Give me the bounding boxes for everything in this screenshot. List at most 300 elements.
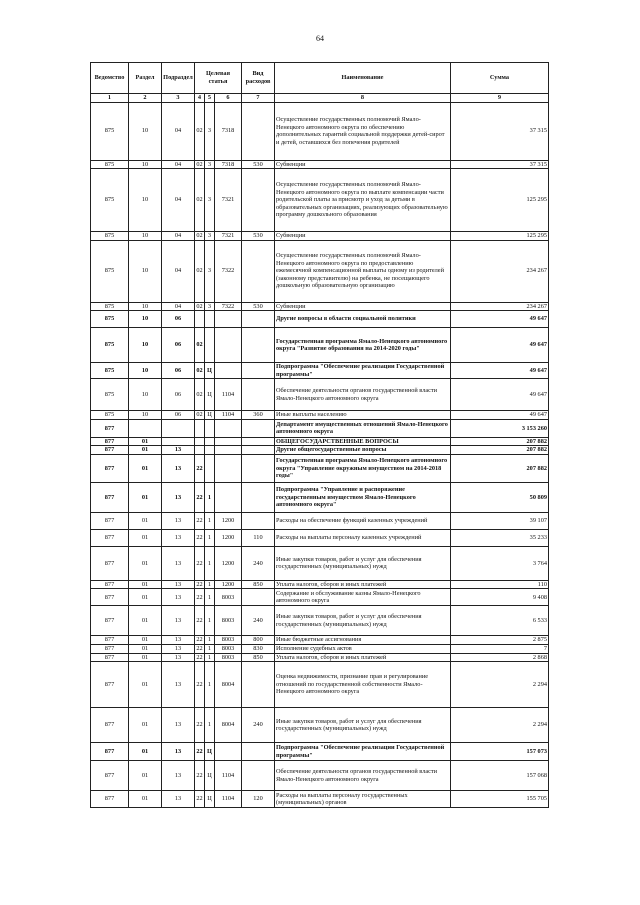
cell-vedomstvo: 877	[91, 645, 129, 654]
cell-summa: 125 295	[451, 232, 549, 241]
cell-direction: 1200	[215, 546, 242, 580]
cell-subprogram: 3	[205, 169, 215, 232]
cell-vedomstvo: 877	[91, 662, 129, 708]
cell-direction: 8003	[215, 645, 242, 654]
cell-subprogram: 1	[205, 636, 215, 645]
cell-naimenovanie: Субвенции	[275, 232, 451, 241]
cell-subprogram: 1	[205, 645, 215, 654]
table-row	[91, 419, 549, 437]
cell-razdel: 01	[129, 546, 162, 580]
header-summa: Сумма	[451, 63, 549, 94]
cell-summa: 157 068	[451, 761, 549, 791]
cell-direction: 1104	[215, 379, 242, 411]
table-row	[91, 328, 549, 363]
cell-summa: 2 294	[451, 662, 549, 708]
header-vedomstvo: Ведомство	[91, 63, 129, 94]
cell-vid-rashodov	[242, 446, 275, 455]
table-row	[91, 437, 549, 446]
cell-vid-rashodov	[242, 419, 275, 437]
cell-vid-rashodov: 830	[242, 645, 275, 654]
cell-subprogram: 1	[205, 589, 215, 606]
cell-program: 22	[196, 645, 203, 653]
cell-vid-rashodov: 240	[242, 708, 275, 743]
cell-podrazdel: 13	[162, 662, 195, 708]
cell-direction	[215, 454, 242, 482]
cell-naimenovanie: Государственная программа Ямало-Ненецкого автономного округа "Управление окружным имуществом на 2014-2018 годы"	[275, 454, 451, 482]
cell-razdel: 01	[129, 512, 162, 529]
cell-program: 22	[195, 589, 205, 606]
cell-program: 02	[195, 379, 205, 411]
cell-program: 02	[196, 160, 203, 168]
budget-table	[90, 62, 549, 808]
cell-subprogram: Ц	[205, 379, 215, 411]
cell-podrazdel: 06	[162, 328, 195, 363]
cell-summa: 234 267	[451, 302, 549, 311]
cell-subprogram: 3	[205, 160, 215, 169]
cell-subprogram	[205, 446, 215, 455]
cell-razdel: 01	[129, 437, 162, 446]
cell-naimenovanie: Осуществление государственных полномочий Ямало-Ненецкого автономного округа по обеспечению дополнительных гарантий социальной поддержки детей-сирот и детей, оставшихся без попечения родителей	[275, 102, 451, 160]
cell-program	[195, 437, 205, 446]
cell-program: 02	[196, 302, 203, 310]
cell-summa: 9 408	[451, 589, 549, 606]
cell-vid-rashodov: 850	[242, 580, 275, 589]
table-row	[91, 240, 549, 302]
cell-direction: 7318	[215, 102, 242, 160]
cell-vedomstvo: 877	[91, 653, 129, 662]
table-row	[91, 411, 549, 420]
cell-podrazdel: 06	[162, 379, 195, 411]
cell-vid-rashodov: 240	[242, 546, 275, 580]
cell-subprogram: 3	[205, 232, 215, 241]
cell-vid-rashodov	[242, 662, 275, 708]
cell-naimenovanie: Субвенции	[275, 160, 451, 169]
cell-razdel	[129, 419, 162, 437]
cell-program: 02	[196, 411, 203, 419]
cell-razdel: 10	[129, 379, 162, 411]
cell-podrazdel: 06	[162, 411, 195, 420]
cell-subprogram	[205, 311, 215, 328]
cell-vid-rashodov	[242, 240, 275, 302]
cell-podrazdel: 13	[162, 546, 195, 580]
col-number: 2	[129, 94, 162, 103]
table-row	[91, 446, 549, 455]
cell-summa: 49 647	[451, 311, 549, 328]
cell-vid-rashodov: 120	[242, 791, 275, 808]
cell-naimenovanie: Департамент имущественных отношений Ямало-Ненецкого автономного округа	[275, 419, 451, 437]
cell-direction: 7321	[215, 169, 242, 232]
cell-vid-rashodov	[242, 482, 275, 512]
cell-program: 22	[195, 529, 205, 546]
cell-direction	[215, 363, 242, 379]
col-number: 7	[242, 94, 275, 103]
cell-podrazdel: 06	[162, 363, 195, 379]
cell-razdel: 01	[129, 636, 162, 645]
cell-summa: 2 868	[451, 653, 549, 662]
cell-vid-rashodov	[242, 363, 275, 379]
cell-naimenovanie: Уплата налогов, сборов и иных платежей	[275, 653, 451, 662]
cell-direction	[215, 743, 242, 761]
cell-podrazdel: 06	[162, 311, 195, 328]
cell-summa: 37 315	[451, 160, 549, 169]
cell-podrazdel	[162, 437, 195, 446]
cell-podrazdel: 04	[162, 169, 195, 232]
cell-program: 02	[195, 169, 205, 232]
cell-subprogram: 1	[205, 529, 215, 546]
cell-vedomstvo: 875	[91, 169, 129, 232]
header-vid-rashodov: Вид расходов	[242, 63, 275, 94]
cell-subprogram: 3	[205, 240, 215, 302]
cell-subprogram: Ц	[205, 411, 215, 420]
cell-podrazdel: 04	[162, 232, 195, 241]
cell-razdel: 10	[129, 311, 162, 328]
table-row	[91, 512, 549, 529]
cell-naimenovanie: Исполнение судебных актов	[275, 645, 451, 654]
cell-subprogram	[205, 454, 215, 482]
cell-razdel: 01	[129, 791, 162, 808]
cell-razdel: 10	[129, 411, 162, 420]
cell-direction: 8003	[215, 636, 242, 645]
cell-direction: 8003	[215, 653, 242, 662]
cell-program: 22	[195, 454, 205, 482]
header-celevaya-statya: Целевая статья	[195, 63, 242, 94]
table-row	[91, 302, 549, 311]
cell-vedomstvo: 875	[91, 160, 129, 169]
cell-summa: 50 809	[451, 482, 549, 512]
cell-summa: 37 315	[451, 102, 549, 160]
cell-vedomstvo: 875	[91, 232, 129, 241]
cell-razdel: 10	[129, 102, 162, 160]
cell-naimenovanie: Расходы на обеспечение функций казенных учреждений	[275, 512, 451, 529]
cell-vedomstvo: 877	[91, 708, 129, 743]
cell-vedomstvo: 877	[91, 446, 129, 455]
table-row	[91, 482, 549, 512]
cell-vid-rashodov	[242, 761, 275, 791]
cell-vedomstvo: 875	[91, 311, 129, 328]
cell-direction	[215, 328, 242, 363]
cell-program: 22	[195, 662, 205, 708]
table-row	[91, 580, 549, 589]
table-row	[91, 662, 549, 708]
cell-summa: 157 073	[451, 743, 549, 761]
cell-naimenovanie: Подпрограмма "Обеспечение реализации Государственной программы"	[275, 363, 451, 379]
cell-program: 02	[195, 328, 205, 363]
cell-razdel: 01	[129, 653, 162, 662]
table-row	[91, 102, 549, 160]
table-row	[91, 791, 549, 808]
cell-naimenovanie: Обеспечение деятельности органов государственной власти Ямало-Ненецкого автономного округа	[275, 379, 451, 411]
cell-summa: 207 882	[451, 446, 549, 455]
table-row	[91, 743, 549, 761]
cell-vedomstvo: 877	[91, 482, 129, 512]
cell-vedomstvo: 877	[91, 761, 129, 791]
cell-vedomstvo: 877	[91, 791, 129, 808]
cell-direction	[215, 437, 242, 446]
cell-program: 22	[196, 636, 203, 644]
cell-summa: 49 647	[451, 411, 549, 420]
cell-naimenovanie: Иные закупки товаров, работ и услуг для обеспечения государственных (муниципальных) нужд	[275, 708, 451, 743]
cell-direction	[215, 311, 242, 328]
cell-subprogram: 3	[205, 302, 215, 311]
cell-direction: 7318	[215, 160, 242, 169]
cell-summa: 110	[451, 580, 549, 589]
cell-subprogram: Ц	[205, 761, 215, 791]
cell-summa: 3 764	[451, 546, 549, 580]
cell-vedomstvo: 877	[91, 636, 129, 645]
cell-direction: 7322	[215, 240, 242, 302]
cell-vid-rashodov	[242, 102, 275, 160]
cell-subprogram: 1	[205, 708, 215, 743]
cell-direction: 8003	[215, 589, 242, 606]
cell-summa: 207 882	[451, 454, 549, 482]
cell-razdel: 01	[129, 662, 162, 708]
table-row	[91, 454, 549, 482]
cell-program: 22	[195, 708, 205, 743]
cell-program: 02	[195, 102, 205, 160]
cell-direction: 1200	[215, 580, 242, 589]
cell-naimenovanie: Подпрограмма "Управление и распоряжение государственным имуществом Ямало-Ненецкого автономного округа"	[275, 482, 451, 512]
col-number: 4	[195, 94, 205, 103]
cell-podrazdel: 04	[162, 240, 195, 302]
header-razdel: Раздел	[129, 63, 162, 94]
cell-podrazdel: 13	[162, 446, 195, 455]
cell-naimenovanie: ОБЩЕГОСУДАРСТВЕННЫЕ ВОПРОСЫ	[275, 437, 451, 446]
cell-vid-rashodov	[242, 743, 275, 761]
cell-subprogram: 1	[205, 482, 215, 512]
cell-vid-rashodov	[242, 169, 275, 232]
table-row	[91, 546, 549, 580]
cell-summa: 7	[451, 645, 549, 654]
cell-subprogram: 3	[205, 102, 215, 160]
cell-subprogram: 1	[205, 512, 215, 529]
cell-summa: 207 882	[451, 437, 549, 446]
cell-naimenovanie: Осуществление государственных полномочий Ямало-Ненецкого автономного округа по выплате компенсации части родительской платы за присмотр и уход за детьми в образовательных организациях, реализующих образовательную программу дошкольного образования	[275, 169, 451, 232]
cell-vid-rashodov: 850	[242, 653, 275, 662]
cell-razdel: 10	[129, 363, 162, 379]
cell-subprogram: Ц	[205, 363, 215, 379]
cell-naimenovanie: Подпрограмма "Обеспечение реализации Государственной программы"	[275, 743, 451, 761]
cell-direction: 1200	[215, 512, 242, 529]
cell-program: 22	[196, 653, 203, 661]
header-row	[91, 63, 549, 94]
cell-naimenovanie: Осуществление государственных полномочий Ямало-Ненецкого автономного округа по предоставлению ежемесячной компенсационной выплаты одному из родителей (законному представителю) на ребенка, не посещающего дошкольную образовательную организацию	[275, 240, 451, 302]
cell-podrazdel: 13	[162, 708, 195, 743]
cell-summa: 2 294	[451, 708, 549, 743]
cell-vedomstvo: 875	[91, 328, 129, 363]
table-row	[91, 232, 549, 241]
cell-razdel: 01	[129, 606, 162, 636]
cell-naimenovanie: Субвенции	[275, 302, 451, 311]
cell-direction	[215, 446, 242, 455]
cell-razdel: 01	[129, 645, 162, 654]
col-number: 9	[451, 94, 549, 103]
table-row	[91, 169, 549, 232]
cell-vid-rashodov	[242, 311, 275, 328]
cell-direction: 7321	[215, 232, 242, 241]
cell-program: 22	[195, 791, 205, 808]
cell-vedomstvo: 875	[91, 411, 129, 420]
cell-direction	[215, 419, 242, 437]
cell-subprogram: 1	[205, 662, 215, 708]
page-number: 64	[316, 34, 324, 43]
column-number-row	[91, 94, 549, 103]
cell-subprogram: Ц	[205, 743, 215, 761]
cell-razdel: 01	[129, 446, 162, 455]
cell-direction: 1104	[215, 761, 242, 791]
cell-direction: 1200	[215, 529, 242, 546]
table-row	[91, 645, 549, 654]
cell-vid-rashodov	[242, 437, 275, 446]
cell-naimenovanie: Иные закупки товаров, работ и услуг для обеспечения государственных (муниципальных) нужд	[275, 606, 451, 636]
table-row	[91, 708, 549, 743]
table-row	[91, 160, 549, 169]
cell-vedomstvo: 875	[91, 302, 129, 311]
cell-summa: 2 875	[451, 636, 549, 645]
cell-vedomstvo: 877	[91, 606, 129, 636]
cell-razdel: 10	[129, 240, 162, 302]
cell-vid-rashodov: 530	[242, 160, 275, 169]
cell-razdel: 01	[129, 589, 162, 606]
cell-subprogram: 1	[205, 606, 215, 636]
cell-razdel: 10	[129, 160, 162, 169]
cell-podrazdel: 13	[162, 529, 195, 546]
cell-vedomstvo: 875	[91, 240, 129, 302]
cell-summa: 35 233	[451, 529, 549, 546]
col-number: 6	[215, 94, 242, 103]
cell-podrazdel: 13	[162, 512, 195, 529]
cell-podrazdel: 13	[162, 580, 195, 589]
cell-naimenovanie: Расходы на выплаты персоналу государственных (муниципальных) органов	[275, 791, 451, 808]
cell-vedomstvo: 877	[91, 529, 129, 546]
cell-subprogram	[205, 437, 215, 446]
cell-vid-rashodov: 360	[242, 411, 275, 420]
cell-vedomstvo: 877	[91, 743, 129, 761]
cell-vedomstvo: 877	[91, 454, 129, 482]
cell-naimenovanie: Расходы на выплаты персоналу казенных учреждений	[275, 529, 451, 546]
cell-razdel: 01	[129, 454, 162, 482]
cell-subprogram: 1	[205, 546, 215, 580]
header-naimenovanie: Наименование	[275, 63, 451, 94]
table-row	[91, 311, 549, 328]
cell-direction	[215, 482, 242, 512]
cell-subprogram	[205, 419, 215, 437]
cell-naimenovanie: Содержание и обслуживание казны Ямало-Ненецкого автономного округа	[275, 589, 451, 606]
cell-direction: 8004	[215, 662, 242, 708]
table-row	[91, 363, 549, 379]
col-number: 1	[91, 94, 129, 103]
cell-podrazdel: 13	[162, 791, 195, 808]
cell-subprogram	[205, 328, 215, 363]
cell-podrazdel: 13	[162, 606, 195, 636]
cell-vedomstvo: 877	[91, 512, 129, 529]
cell-vedomstvo: 875	[91, 379, 129, 411]
cell-vid-rashodov: 240	[242, 606, 275, 636]
cell-podrazdel	[162, 419, 195, 437]
cell-podrazdel: 04	[162, 160, 195, 169]
cell-naimenovanie: Иные бюджетные ассигнования	[275, 636, 451, 645]
cell-vid-rashodov	[242, 379, 275, 411]
cell-program	[195, 446, 205, 455]
cell-naimenovanie: Оценка недвижимости, признание прав и регулирование отношений по государственной собственности Ямало-Ненецкого автономного округа	[275, 662, 451, 708]
cell-podrazdel: 13	[162, 636, 195, 645]
cell-summa: 125 295	[451, 169, 549, 232]
cell-vedomstvo: 877	[91, 437, 129, 446]
table-row	[91, 379, 549, 411]
cell-vid-rashodov: 530	[242, 302, 275, 311]
cell-vedomstvo: 875	[91, 363, 129, 379]
cell-razdel: 10	[129, 232, 162, 241]
cell-vedomstvo: 875	[91, 102, 129, 160]
cell-razdel: 10	[129, 302, 162, 311]
cell-naimenovanie: Государственная программа Ямало-Ненецкого автономного округа "Развитие образования на 2014-2020 годы"	[275, 328, 451, 363]
cell-razdel: 10	[129, 328, 162, 363]
cell-program: 22	[196, 580, 203, 588]
cell-naimenovanie: Обеспечение деятельности органов государственной власти Ямало-Ненецкого автономного округа	[275, 761, 451, 791]
cell-podrazdel: 04	[162, 102, 195, 160]
cell-program	[195, 419, 205, 437]
cell-subprogram: 1	[205, 580, 215, 589]
cell-podrazdel: 13	[162, 482, 195, 512]
table-row	[91, 761, 549, 791]
cell-summa: 155 705	[451, 791, 549, 808]
cell-program: 22	[195, 482, 205, 512]
cell-vid-rashodov	[242, 328, 275, 363]
col-number: 5	[205, 94, 215, 103]
cell-program	[195, 311, 205, 328]
cell-razdel: 01	[129, 743, 162, 761]
cell-naimenovanie: Иные выплаты населению	[275, 411, 451, 420]
cell-razdel: 01	[129, 761, 162, 791]
cell-direction: 1104	[215, 791, 242, 808]
cell-summa: 3 153 260	[451, 419, 549, 437]
cell-program: 22	[195, 512, 205, 529]
col-number: 3	[162, 94, 195, 103]
cell-razdel: 01	[129, 580, 162, 589]
cell-razdel: 01	[129, 529, 162, 546]
cell-razdel: 01	[129, 708, 162, 743]
cell-podrazdel: 13	[162, 761, 195, 791]
cell-vid-rashodov: 800	[242, 636, 275, 645]
cell-naimenovanie: Другие общегосударственные вопросы	[275, 446, 451, 455]
cell-program: 02	[195, 363, 205, 379]
cell-vedomstvo: 877	[91, 580, 129, 589]
cell-summa: 49 647	[451, 379, 549, 411]
cell-subprogram: Ц	[205, 791, 215, 808]
cell-direction: 8004	[215, 708, 242, 743]
cell-podrazdel: 13	[162, 589, 195, 606]
cell-podrazdel: 13	[162, 743, 195, 761]
cell-summa: 49 647	[451, 363, 549, 379]
cell-program: 22	[195, 546, 205, 580]
cell-vid-rashodov	[242, 589, 275, 606]
cell-podrazdel: 13	[162, 645, 195, 654]
cell-vid-rashodov	[242, 512, 275, 529]
table-row	[91, 589, 549, 606]
cell-vid-rashodov: 530	[242, 232, 275, 241]
cell-vedomstvo: 877	[91, 589, 129, 606]
table-row	[91, 653, 549, 662]
cell-program: 22	[195, 761, 205, 791]
cell-summa: 6 533	[451, 606, 549, 636]
cell-program: 22	[195, 606, 205, 636]
cell-razdel: 10	[129, 169, 162, 232]
cell-direction: 1104	[215, 411, 242, 420]
table-row	[91, 606, 549, 636]
cell-podrazdel: 04	[162, 302, 195, 311]
budget-table-body	[91, 102, 549, 808]
table-row	[91, 636, 549, 645]
cell-razdel: 01	[129, 482, 162, 512]
